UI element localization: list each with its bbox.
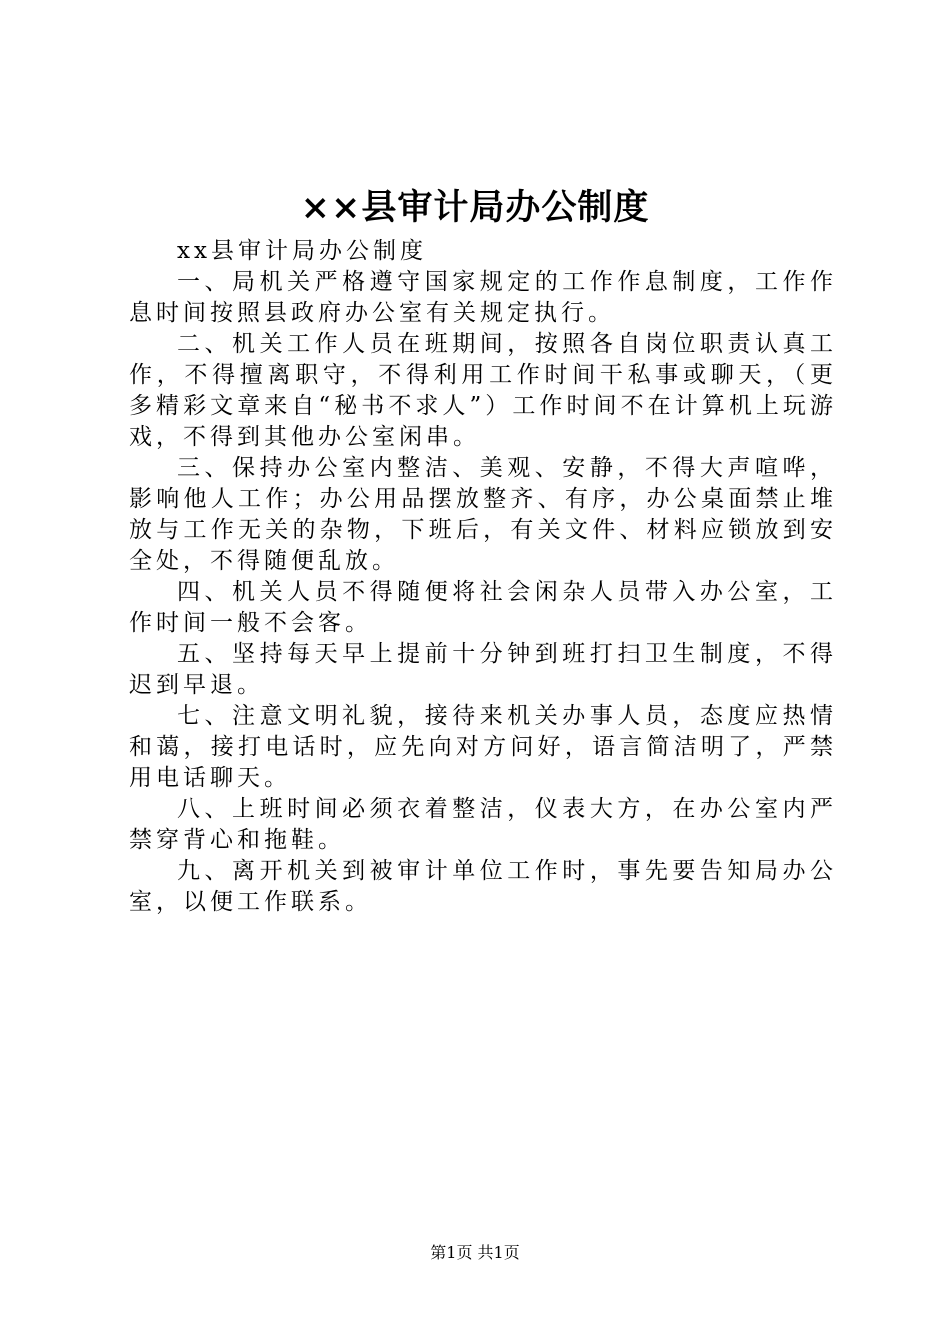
body-paragraph-3: 三、保持办公室内整洁、美观、安静，不得大声喧哗，影响他人工作；办公用品摆放整齐、有序，办公桌面禁止堆放与工作无关的杂物，下班后，有关文件、材料应锁放到安全处，不得随便乱放。 — [129, 455, 837, 574]
body-paragraph-9: 九、离开机关到被审计单位工作时，事先要告知局办公室，以便工作联系。 — [129, 858, 837, 915]
document-title: ××县审计局办公制度 — [300, 187, 650, 228]
body-paragraph-4: 四、机关人员不得随便将社会闲杂人员带入办公室，工作时间一般不会客。 — [129, 579, 837, 636]
document-body — [129, 236, 837, 918]
body-paragraph-subtitle: xx县审计局办公制度 — [177, 238, 427, 264]
body-paragraph-5: 五、坚持每天早上提前十分钟到班打扫卫生制度，不得迟到早退。 — [129, 641, 837, 698]
body-paragraph-7: 七、注意文明礼貌，接待来机关办事人员，态度应热情和蔼，接打电话时，应先向对方问好，语言简洁明了，严禁用电话聊天。 — [129, 703, 837, 791]
body-paragraph-1: 一、局机关严格遵守国家规定的工作作息制度，工作作息时间按照县政府办公室有关规定执行。 — [129, 269, 837, 326]
body-paragraph-2: 二、机关工作人员在班期间，按照各自岗位职责认真工作，不得擅离职守，不得利用工作时间干私事或聊天，（更多精彩文章来自“秘书不求人”）工作时间不在计算机上玩游戏，不得到其他办公室闲串。 — [129, 331, 837, 450]
body-paragraph-8: 八、上班时间必须衣着整洁，仪表大方，在办公室内严禁穿背心和拖鞋。 — [129, 796, 837, 853]
page-footer: 第1页 共1页 — [430, 1243, 520, 1262]
